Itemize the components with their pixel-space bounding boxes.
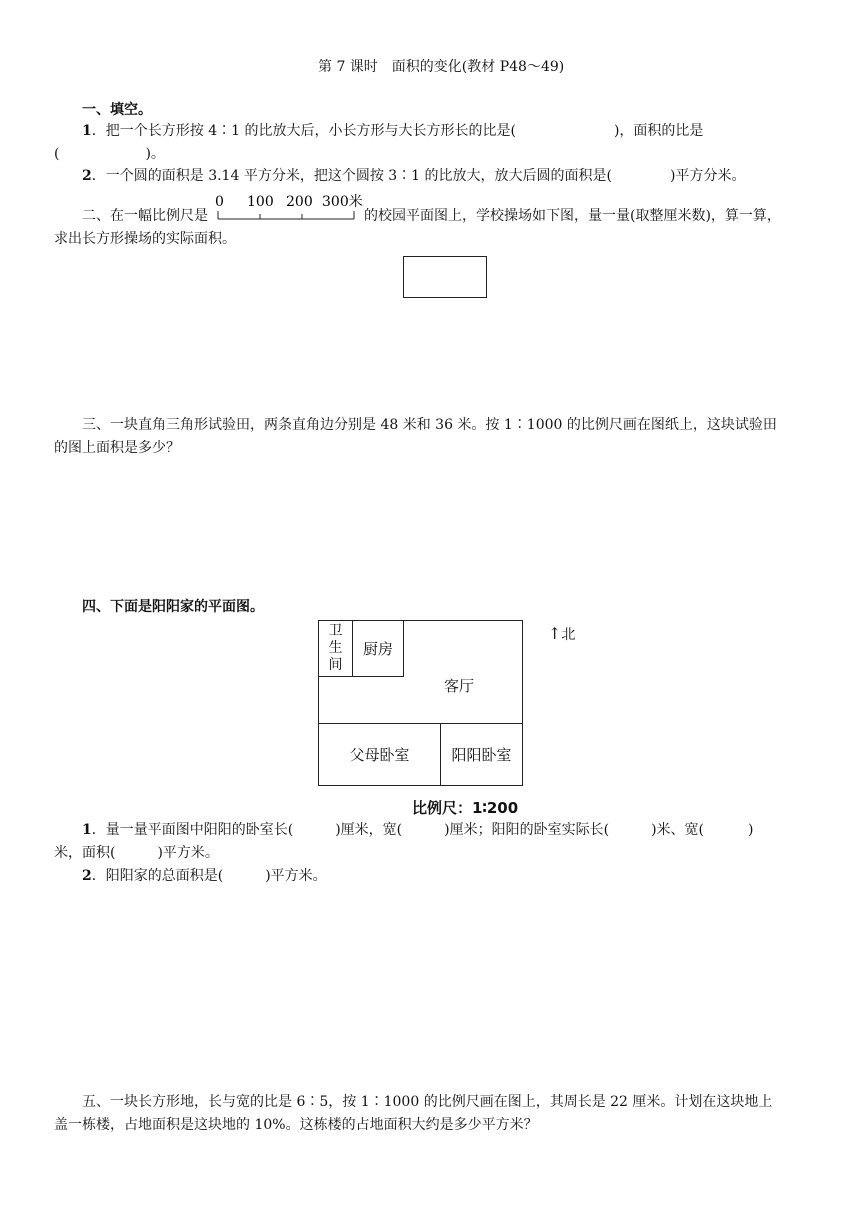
room-kitchen: 厨房 bbox=[352, 620, 404, 677]
s1-q1-text-c: ( bbox=[54, 146, 60, 162]
room-yangyang: 阳阳卧室 bbox=[440, 723, 523, 786]
s1-q1-text-d: )。 bbox=[145, 146, 165, 162]
s3-text-a: 三、一块直角三角形试验田，两条直角边分别是 48 米和 36 米。按 1∶1000 的比例尺画在图纸上，这块试验田 bbox=[82, 417, 777, 433]
s1-q2-line bbox=[82, 166, 745, 186]
s1-q1-number: 1 bbox=[82, 123, 92, 139]
s4-q1-line1 bbox=[82, 820, 754, 840]
s1-q1-text-b: )，面积的比是 bbox=[613, 123, 704, 139]
s5-text-b: 盖一栋楼，占地面积是这块地的 10%。这栋楼的占地面积大约是多少平方米？ bbox=[54, 1117, 538, 1133]
s4-q1-text-g: )平方米。 bbox=[157, 845, 219, 861]
s1-q2-number: 2 bbox=[82, 168, 92, 184]
page-title: 第 7 课时 面积的变化(教材 P48～49) bbox=[318, 59, 565, 75]
s1-q1-text-a: ．把一个长方形按 4∶1 的比放大后，小长方形与大长方形长的比是( bbox=[91, 123, 516, 139]
s4-q2-text-b: )平方米。 bbox=[265, 868, 327, 884]
s2-text-a: 二、在一幅比例尺是 bbox=[82, 208, 208, 224]
scale-label-200: 200 bbox=[286, 194, 313, 210]
s4-q1-line2 bbox=[54, 843, 219, 863]
s2-text-b: 的校园平面图上，学校操场如下图，量一量(取整厘米数)，算一算， bbox=[364, 208, 781, 224]
s1-q2-text-a: ．一个圆的面积是 3.14 平方分米，把这个圆按 3∶1 的比放大，放大后圆的面积是( bbox=[91, 168, 612, 184]
section-1-heading: 一、填空。 bbox=[82, 102, 152, 118]
s3-text-b: 的图上面积是多少？ bbox=[54, 440, 180, 456]
s1-q1-line2 bbox=[54, 144, 165, 164]
s4-q1-number: 1 bbox=[82, 822, 92, 838]
section-4-heading: 四、下面是阳阳家的平面图。 bbox=[82, 599, 264, 615]
s4-q1-text-b: )厘米，宽( bbox=[335, 822, 403, 838]
s1-q1-line1 bbox=[82, 121, 703, 141]
floor-plan-scale: 比例尺：1∶200 bbox=[412, 799, 519, 817]
scale-label-300: 300米 bbox=[322, 194, 363, 210]
s4-q1-text-d: )米、宽( bbox=[651, 822, 705, 838]
scale-label-0: 0 bbox=[215, 194, 224, 210]
s4-q1-text-a: ．量一量平面图中阳阳的卧室长( bbox=[91, 822, 294, 838]
room-living: 客厅 bbox=[444, 677, 475, 695]
s4-q1-text-c: )厘米；阳阳的卧室实际长( bbox=[444, 822, 610, 838]
s2-text-c: 求出长方形操场的实际面积。 bbox=[54, 231, 236, 247]
s4-q2-line bbox=[82, 866, 327, 886]
north-arrow-icon: ↑ bbox=[548, 624, 562, 643]
scale-bar-graphic bbox=[212, 190, 364, 222]
room-parents: 父母卧室 bbox=[318, 723, 441, 786]
scale-label-100: 100 bbox=[247, 194, 274, 210]
s4-q1-text-f: 米，面积( bbox=[54, 845, 116, 861]
s4-q1-text-e: ) bbox=[748, 822, 754, 838]
north-indicator bbox=[548, 624, 575, 644]
room-bathroom: 卫生间 bbox=[318, 620, 353, 677]
north-label: 北 bbox=[561, 627, 576, 643]
s1-q2-text-b: )平方分米。 bbox=[670, 168, 746, 184]
s4-q2-number: 2 bbox=[82, 868, 92, 884]
playground-rectangle bbox=[403, 256, 487, 298]
s5-text-a: 五、一块长方形地，长与宽的比是 6∶5，按 1∶1000 的比例尺画在图上，其周长是 22 厘米。计划在这块地上 bbox=[82, 1094, 773, 1110]
s4-q2-text-a: ．阳阳家的总面积是( bbox=[91, 868, 224, 884]
